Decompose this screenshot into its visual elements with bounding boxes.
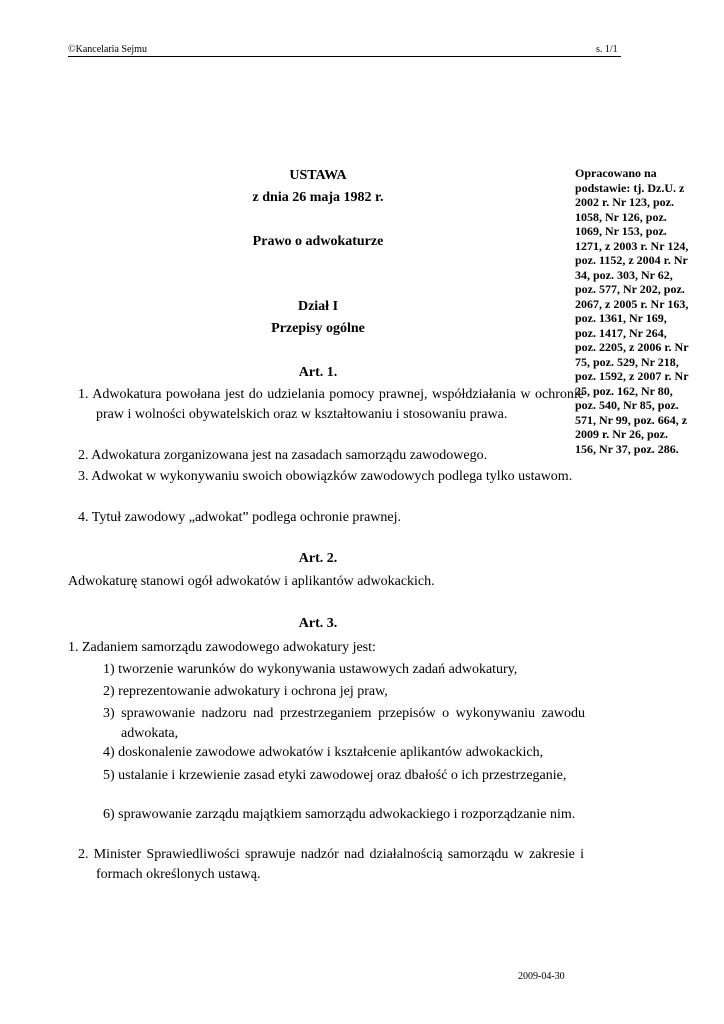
source-note: Opracowano na podstawie: tj. Dz.U. z 2002 r. Nr 123, poz. 1058, Nr 126, poz. 1069, Nr 153, poz. 1271, z 2003 r. Nr 124, poz. 1152, z 2004 r. Nr 34, poz. 303, Nr 62, poz. 577, Nr 202, poz. 2067, z 2005 r. Nr 163, poz. 1361, Nr 169, poz. 1417, Nr 264, poz. 2205, z 2006 r. Nr 75, poz. 529, Nr 218, poz. 1592, z 2007 r. Nr 25, poz. 162, Nr 80, poz. 540, Nr 85, poz. 571, Nr 99, poz. 664, z 2009 r. Nr 26, poz. 156, Nr 37, poz. 286. xyxy=(575,166,689,456)
art1-heading: Art. 1. xyxy=(298,365,338,380)
art3-heading: Art. 3. xyxy=(298,616,338,631)
art2-text: Adwokaturę stanowi ogół adwokatów i aplikantów adwokackich. xyxy=(68,574,435,589)
act-name: Prawo o adwokaturze xyxy=(252,234,384,249)
footer-date: 2009-04-30 xyxy=(518,971,565,982)
division-name: Przepisy ogólne xyxy=(271,321,365,336)
art1-item-4: 4. Tytuł zawodowy „adwokat” podlega ochronie prawnej. xyxy=(78,510,401,525)
art3-point-5: 5) ustalanie i krzewienie zasad etyki zawodowej oraz dbałość o ich przestrzeganie, xyxy=(103,768,567,783)
header-source: ©Kancelaria Sejmu xyxy=(68,44,147,55)
art3-point-6: 6) sprawowanie zarządu majątkiem samorządu adwokackiego i rozporządzanie nim. xyxy=(103,807,576,822)
division-label: Dział I xyxy=(297,299,339,314)
art3-item-2: 2. Minister Sprawiedliwości sprawuje nadzór nad działalnością samorządu w zakresie i formach określonych ustawą. xyxy=(78,847,584,882)
art1-item-1: 1. Adwokatura powołana jest do udzielania pomocy prawnej, współdziałania w ochronie praw i wolności obywatelskich oraz w kształtowaniu i stosowaniu prawa. xyxy=(78,387,584,422)
art1-item-2: 2. Adwokatura zorganizowana jest na zasadach samorządu zawodowego. xyxy=(78,448,488,463)
art3-point-1: 1) tworzenie warunków do wykonywania ustawowych zadań adwokatury, xyxy=(103,662,518,677)
art1-item-3: 3. Adwokat w wykonywaniu swoich obowiązków zawodowych podlega tylko ustawom. xyxy=(78,469,573,484)
art3-intro: 1. Zadaniem samorządu zawodowego adwokatury jest: xyxy=(68,640,376,655)
header-rule xyxy=(68,56,621,57)
art2-heading: Art. 2. xyxy=(298,551,338,566)
act-type: USTAWA xyxy=(289,168,347,183)
art3-point-4: 4) doskonalenie zawodowe adwokatów i kształcenie aplikantów adwokackich, xyxy=(103,745,544,760)
header-page-number: s. 1/1 xyxy=(596,44,618,55)
art3-point-2: 2) reprezentowanie adwokatury i ochrona jej praw, xyxy=(103,684,388,699)
art3-point-3: 3) sprawowanie nadzoru nad przestrzeganiem przepisów o wykonywaniu zawodu adwokata, xyxy=(103,706,585,741)
act-date: z dnia 26 maja 1982 r. xyxy=(252,190,384,205)
